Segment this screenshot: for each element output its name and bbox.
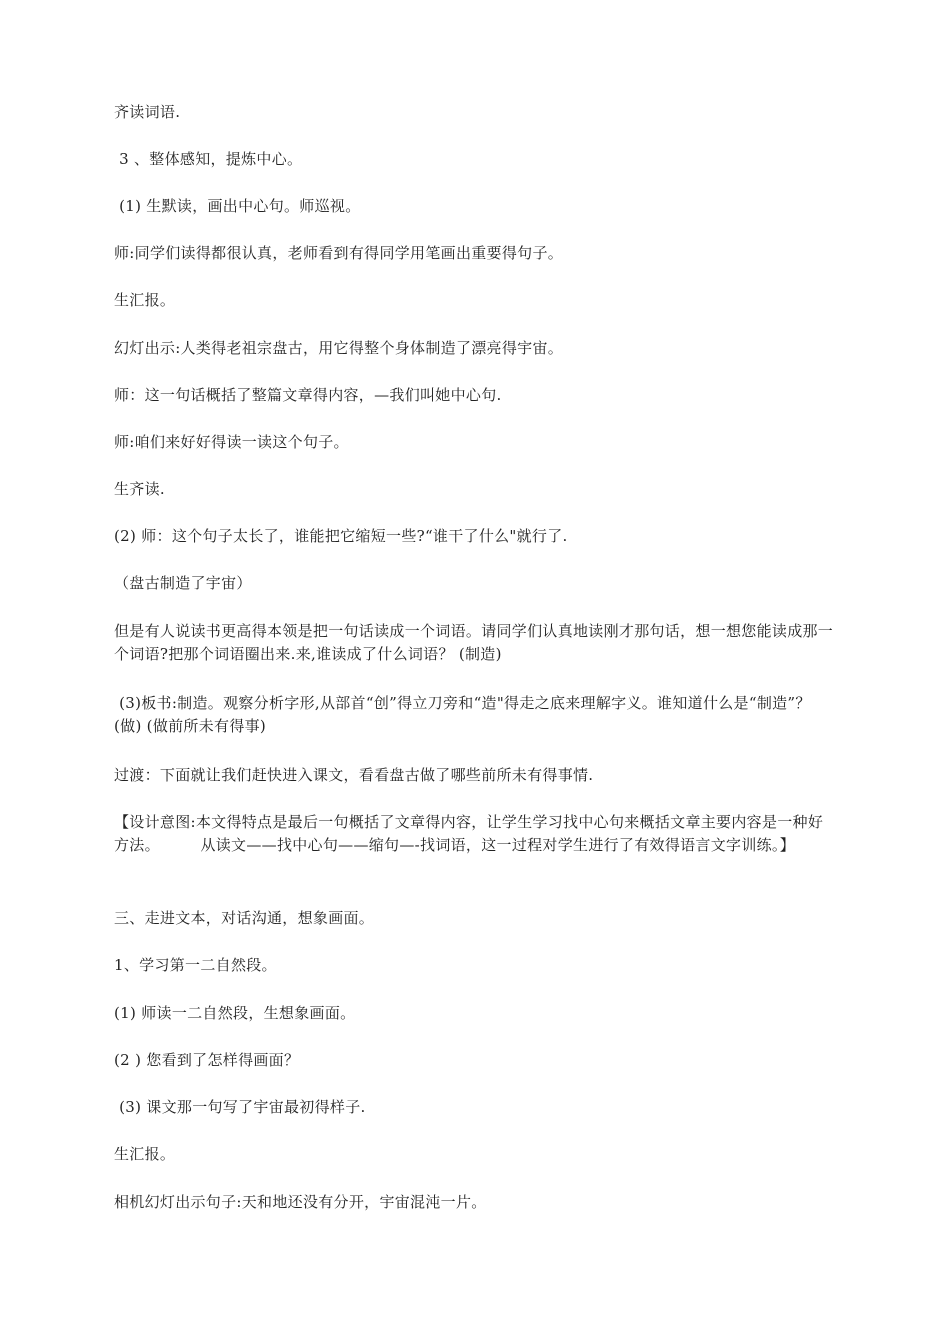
paragraph: 幻灯出示:人类得老祖宗盘古，用它得整个身体制造了漂亮得宇宙。: [114, 339, 564, 357]
paragraph: 师:同学们读得都很认真，老师看到有得同学用笔画出重要得句子。: [114, 244, 564, 262]
paragraph: (3) 课文那一句写了宇宙最初得样子.: [114, 1098, 366, 1116]
paragraph: 3 、整体感知，提炼中心。: [114, 150, 303, 168]
paragraph: （盘古制造了宇宙）: [114, 574, 252, 592]
paragraph: 【设计意图:本文得特点是最后一句概括了文章得内容，让学生学习找中心句来概括文章主要内容是一种好方法。 从读文——找中心句——缩句—-找词语，这一过程对学生进行了有效得语言文字训练。】: [114, 813, 824, 854]
paragraph: 生汇报。: [114, 1145, 176, 1163]
paragraph: 师:咱们来好好得读一读这个句子。: [114, 433, 349, 451]
paragraph: 齐读词语.: [114, 103, 181, 121]
paragraph: (2 ) 您看到了怎样得画面？: [114, 1051, 300, 1069]
paragraph: 1、学习第一二自然段。: [114, 956, 277, 974]
paragraph: 三、走进文本，对话沟通，想象画面。: [114, 909, 375, 927]
paragraph: 师：这一句话概括了整篇文章得内容，—我们叫她中心句.: [114, 386, 502, 404]
paragraph: 但是有人说读书更高得本领是把一句话读成一个词语。请同学们认真地读刚才那句话，想一想您能读成那一个词语?把那个词语圈出来.来,谁读成了什么词语？ (制造): [114, 622, 834, 663]
paragraph: 生齐读.: [114, 480, 165, 498]
paragraph: (1) 师读一二自然段，生想象画面。: [114, 1004, 356, 1022]
paragraph: (3)板书:制造。观察分析字形,从部首“创”得立刀旁和“造"得走之底来理解字义。谁知道什么是“制造”？ (做) (做前所未有得事): [114, 694, 816, 735]
paragraph: (1) 生默读，画出中心句。师巡视。: [114, 197, 361, 215]
paragraph: 相机幻灯出示句子:天和地还没有分开，宇宙混沌一片。: [114, 1193, 487, 1211]
paragraph: 生汇报。: [114, 291, 176, 309]
paragraph: 过渡：下面就让我们赶快进入课文，看看盘古做了哪些前所未有得事情.: [114, 766, 594, 784]
paragraph: (2) 师：这个句子太长了，谁能把它缩短一些?“谁干了什么"就行了.: [114, 527, 568, 545]
